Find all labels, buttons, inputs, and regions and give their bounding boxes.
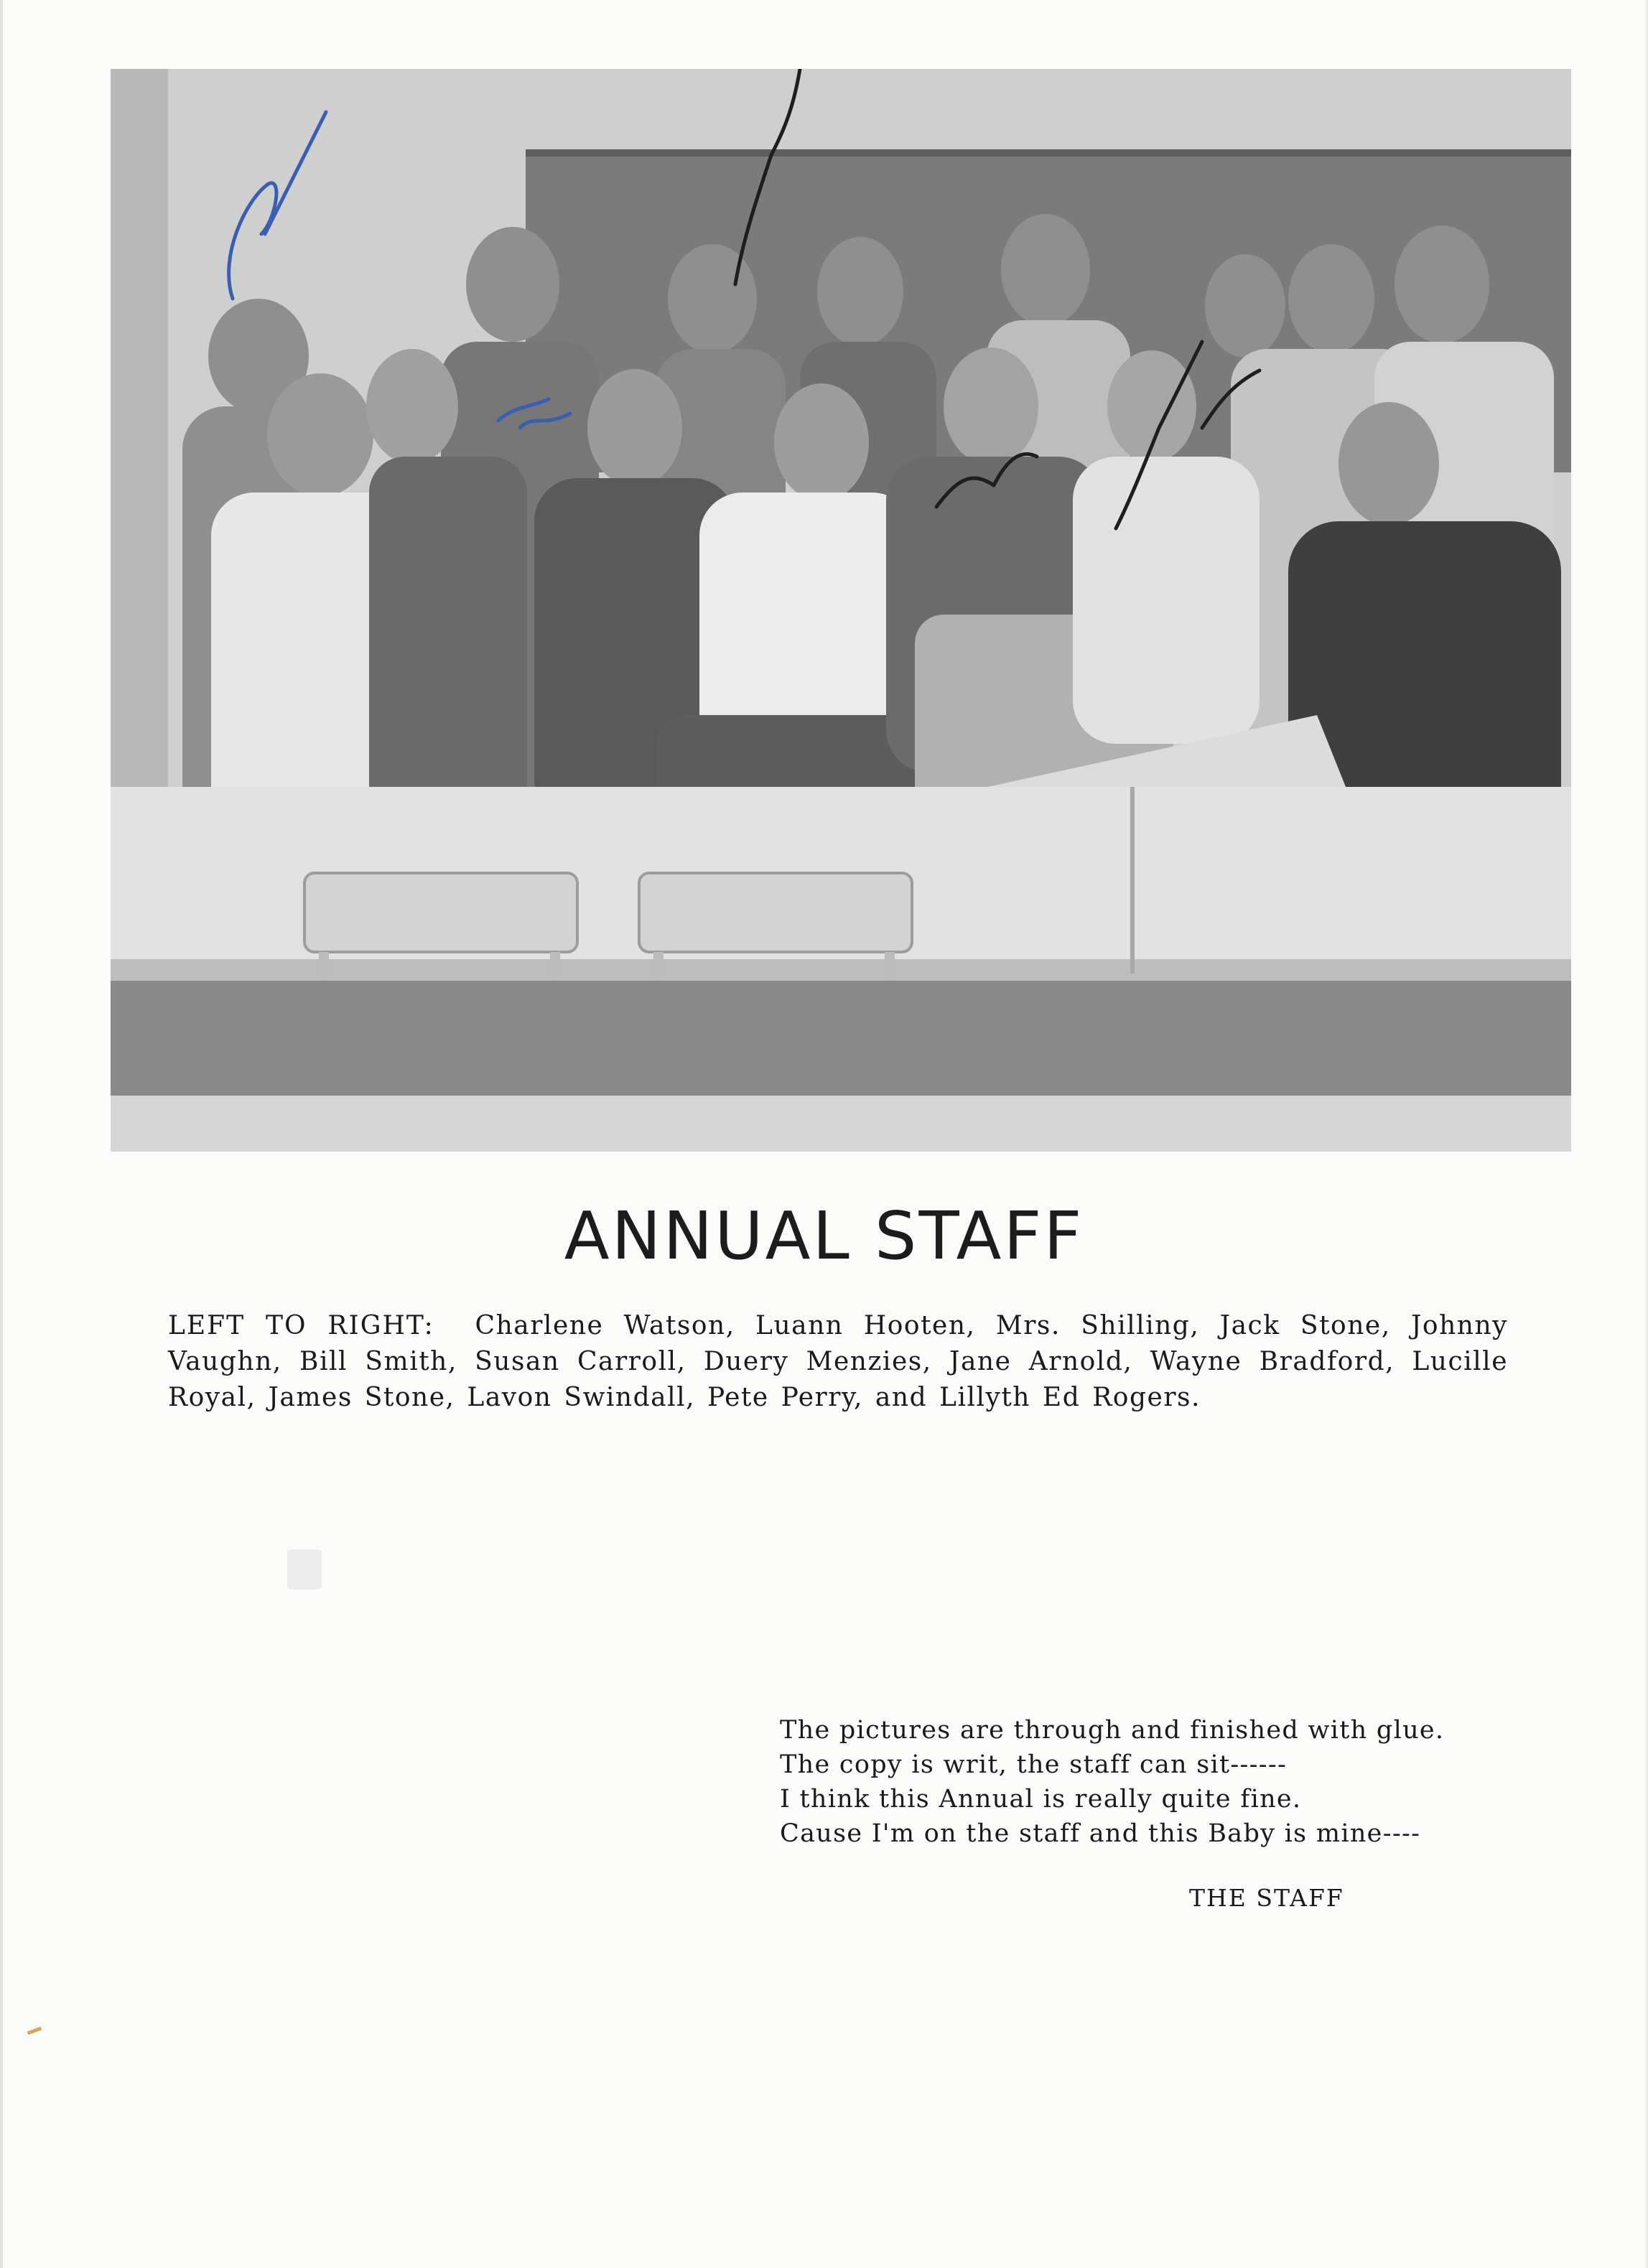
caption-names: Charlene Watson, Luann Hooten, Mrs. Shilling, Jack Stone, Johnny Vaughn, Bill Smith, Susan Carroll, Duery Menzies, Jane Arnold, Wayne Bradford, Lucille Royal, James Stone, Lavon Swindall, Pete Perry, and Lillyth Ed Rogers. — [168, 1311, 1509, 1412]
page-title: ANNUAL STAFF — [564, 1198, 1084, 1274]
paper-smudge — [287, 1549, 322, 1590]
caption-lead: LEFT TO RIGHT: — [168, 1311, 434, 1340]
verse-line: I think this Annual is really quite fine. — [780, 1785, 1302, 1814]
verse-signoff: THE STAFF — [1189, 1884, 1344, 1912]
staff-group-photo — [111, 69, 1571, 1152]
staff-verse — [780, 1713, 1541, 1851]
staff-names-caption — [168, 1308, 1508, 1416]
verse-line: Cause I'm on the staff and this Baby is mine---- — [780, 1819, 1421, 1848]
verse-line: The copy is writ, the staff can sit------ — [780, 1750, 1288, 1779]
verse-line: The pictures are through and finished with glue. — [780, 1716, 1445, 1745]
